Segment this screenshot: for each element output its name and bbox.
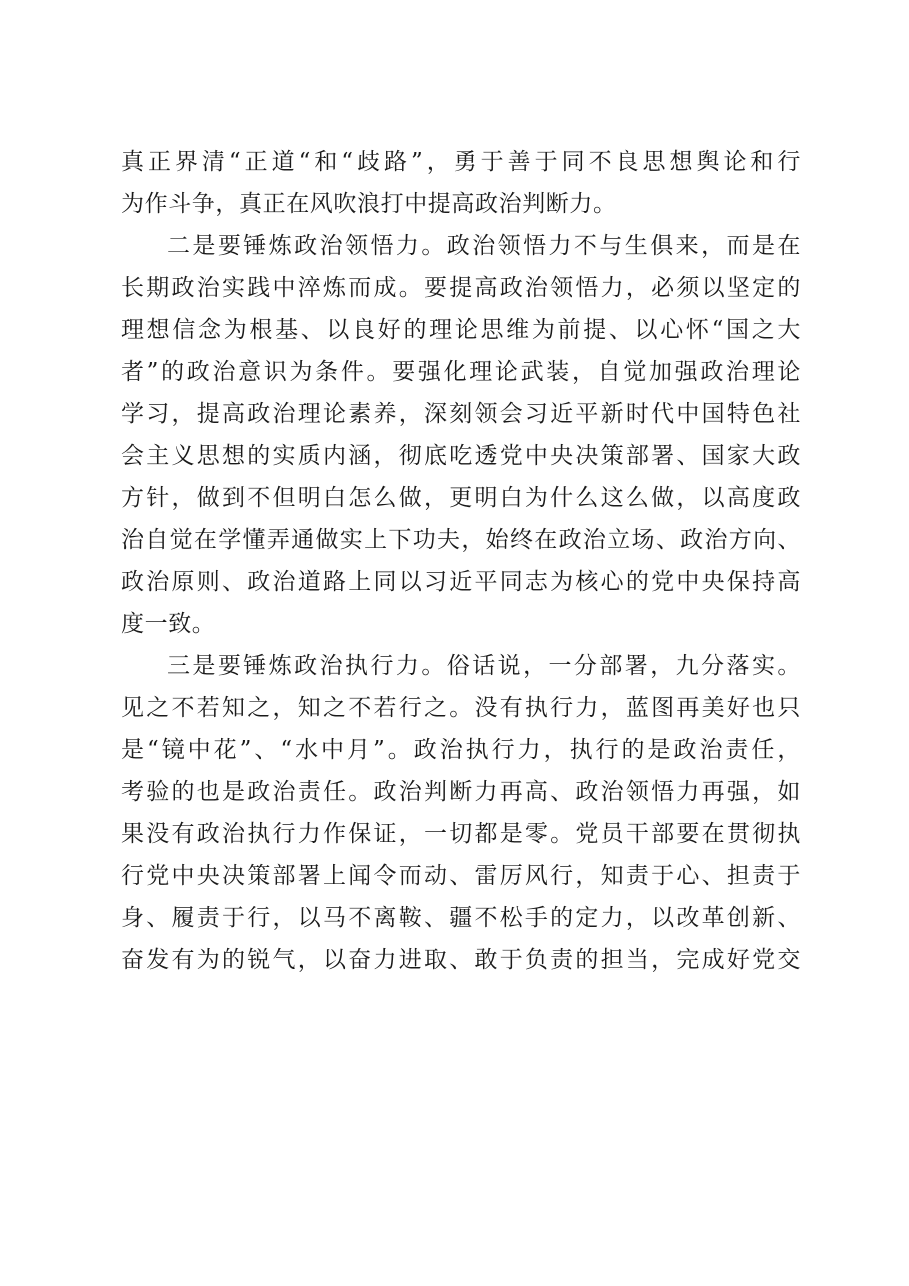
text-line-8: 会主义思想的实质内涵，彻底吃透党中央决策部署、国家大政 <box>121 443 801 469</box>
text-line-1: 真正界清“正道“和“歧路”，勇于善于同不良思想舆论和行 <box>121 149 801 175</box>
text-line-20: 奋发有为的锐气，以奋力进取、敢于负责的担当，完成好党交 <box>121 947 801 973</box>
text-line-2: 为作斗争，真正在风吹浪打中提高政治判断力。 <box>121 191 617 217</box>
text-line-14: 见之不若知之，知之不若行之。没有执行力，蓝图再美好也只 <box>121 695 801 721</box>
text-line-6: 者”的政治意识为条件。要强化理论武装，自觉加强政治理论 <box>121 359 801 385</box>
body-text <box>121 141 801 981</box>
paragraph-2-line-1: 二是要锤炼政治领悟力。政治领悟力不与生俱来，而是在 <box>167 233 801 259</box>
text-line-18: 行党中央决策部署上闻令而动、雷厉风行，知责于心、担责于 <box>121 863 801 889</box>
text-line-19: 身、履责于行，以马不离鞍、疆不松手的定力，以改革创新、 <box>121 905 801 931</box>
text-line-4: 长期政治实践中淬炼而成。要提高政治领悟力，必须以坚定的 <box>121 275 801 301</box>
text-line-11: 政治原则、政治道路上同以习近平同志为核心的党中央保持高 <box>121 569 801 595</box>
text-line-16: 考验的也是政治责任。政治判断力再高、政治领悟力再强，如 <box>121 779 801 805</box>
text-line-7: 学习，提高政治理论素养，深刻领会习近平新时代中国特色社 <box>121 401 801 427</box>
text-line-15: 是“镜中花”、“水中月”。政治执行力，执行的是政治责任， <box>121 737 801 763</box>
text-line-12: 度一致。 <box>121 611 216 637</box>
text-line-9: 方针，做到不但明白怎么做，更明白为什么这么做，以高度政 <box>121 485 801 511</box>
text-line-17: 果没有政治执行力作保证，一切都是零。党员干部要在贯彻执 <box>121 821 801 847</box>
paragraph-3-line-1: 三是要锤炼政治执行力。俗话说，一分部署，九分落实。 <box>167 653 801 679</box>
text-line-10: 治自觉在学懂弄通做实上下功夫，始终在政治立场、政治方向、 <box>121 527 801 553</box>
text-line-5: 理想信念为根基、以良好的理论思维为前提、以心怀“国之大 <box>121 317 801 343</box>
